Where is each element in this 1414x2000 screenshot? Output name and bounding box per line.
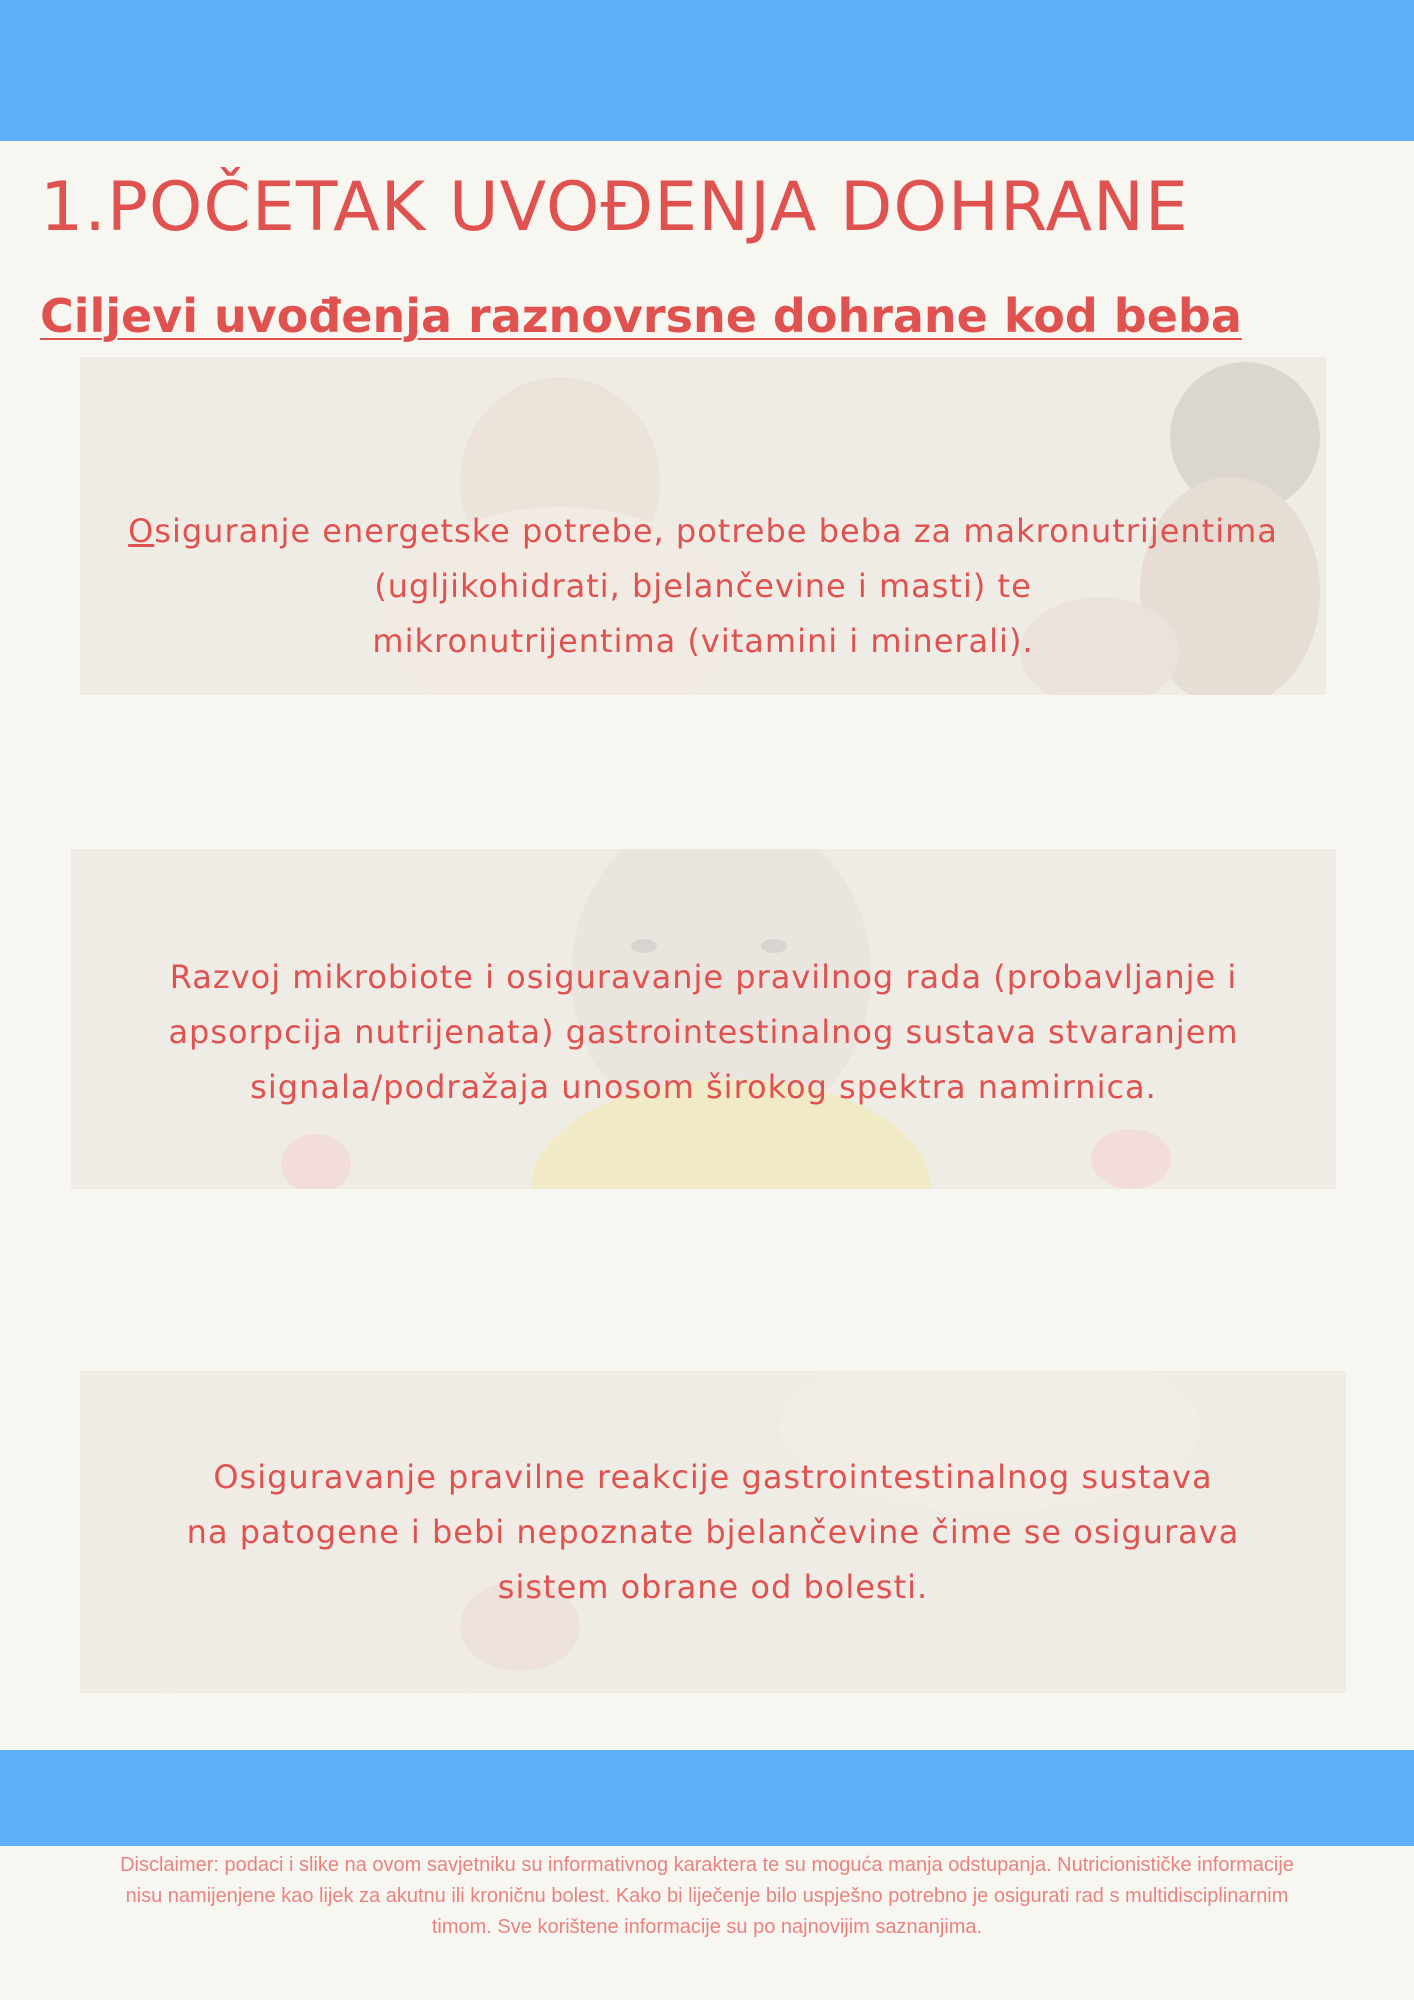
goal-panel-microbiota <box>71 849 1336 1189</box>
disclaimer-line-2: nisu namijenjene kao lijek za akutnu ili kroničnu bolest. Kako bi liječenje bilo uspješno potrebno je osigurati rad s multidisciplinarnim <box>125 1885 1289 1907</box>
goal-panel-energy <box>80 357 1326 695</box>
page-title: 1.POČETAK UVOĐENJA DOHRANE <box>40 168 1189 247</box>
goal-text-energy-line-3: mikronutrijentima (vitamini i minerali). <box>372 622 1034 660</box>
disclaimer-line-1: Disclaimer: podaci i slike na ovom savjetniku su informativnog karaktera te su moguća manja odstupanja. Nutricionističke informacije <box>120 1854 1294 1876</box>
goal-text-energy-line-2: (ugljikohidrati, bjelančevine i masti) te <box>374 567 1032 605</box>
goal-text-energy-line-1 <box>80 504 1326 559</box>
goal-text-microbiota-line-3: signala/podražaja unosom širokog spektra namirnica. <box>250 1068 1157 1106</box>
disclaimer-line-3: timom. Sve korištene informacije su po najnovijim saznanjima. <box>431 1916 983 1938</box>
goal-text-energy-line-1-rest: siguranje energetske potrebe, potrebe beba za makronutrijentima <box>154 512 1278 550</box>
goal-text-microbiota-line-1: Razvoj mikrobiote i osiguravanje pravilnog rada (probavljanje i <box>169 958 1238 996</box>
goal-text-energy-initial: O <box>128 512 155 550</box>
goal-text-immunity <box>80 1450 1346 1615</box>
goal-text-immunity-line-1: Osiguravanje pravilne reakcije gastrointestinalnog sustava <box>213 1458 1213 1496</box>
goal-text-microbiota <box>71 950 1336 1115</box>
disclaimer <box>0 1850 1414 1943</box>
goal-panel-immunity <box>80 1371 1346 1693</box>
goal-text-microbiota-line-2: apsorpcija nutrijenata) gastrointestinalnog sustava stvaranjem <box>168 1013 1239 1051</box>
bottom-color-band <box>0 1750 1414 1846</box>
section-subtitle: Ciljevi uvođenja raznovrsne dohrane kod beba <box>40 289 1242 343</box>
goal-text-immunity-line-3: sistem obrane od bolesti. <box>497 1568 929 1606</box>
goal-text-energy <box>80 504 1326 669</box>
top-color-band <box>0 0 1414 141</box>
goal-text-immunity-line-2: na patogene i bebi nepoznate bjelančevine čime se osigurava <box>186 1513 1240 1551</box>
